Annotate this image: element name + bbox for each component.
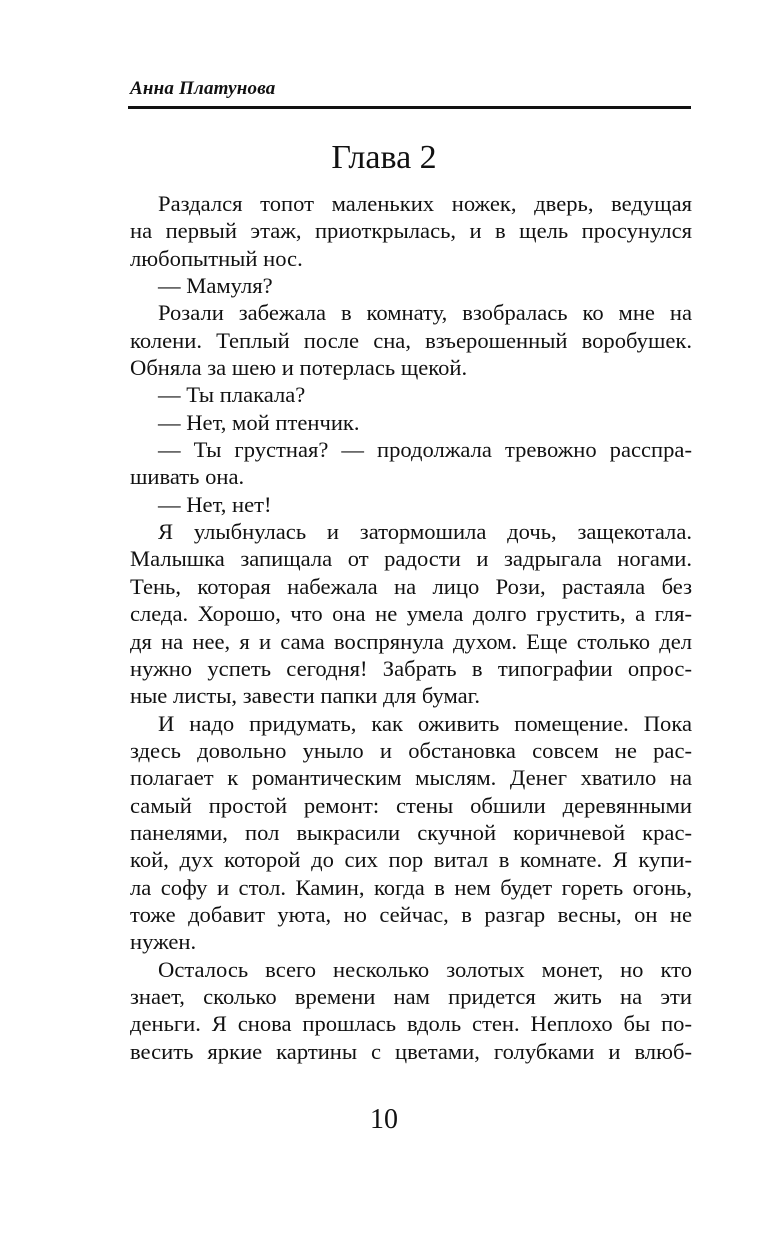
text-line: Обняла за шею и потерлась щекой. <box>130 355 468 381</box>
text-line: следа. Хорошо, что она не умела долго грустить, а гля- <box>130 601 692 627</box>
text-line: Я улыбнулась и затормошила дочь, защекотала. <box>158 519 692 545</box>
text-line: нужен. <box>130 929 197 955</box>
text-line: полагает к романтическим мыслям. Денег хватило на <box>130 765 692 791</box>
text-line: деньги. Я снова прошлась вдоль стен. Неплохо бы по- <box>130 1011 692 1037</box>
dialogue-line: — Мамуля? <box>158 273 273 299</box>
text-line: Осталось всего несколько золотых монет, но кто <box>158 956 692 982</box>
dialogue-line: — Ты плакала? <box>158 382 306 408</box>
header-rule <box>128 106 691 109</box>
text-line: Розали забежала в комнату, взобралась ко мне на <box>158 300 692 326</box>
text-line: Раздался топот маленьких ножек, дверь, ведущая <box>158 191 692 216</box>
text-line: Тень, которая набежала на лицо Рози, растаяла без <box>130 573 692 599</box>
text-line: здесь довольно уныло и обстановка совсем не рас- <box>130 737 692 763</box>
text-line: тоже добавит уюта, но сейчас, в разгар весны, он не <box>130 901 692 927</box>
chapter-body <box>130 190 692 1065</box>
dialogue-line: шивать она. <box>130 464 245 490</box>
text-line: весить яркие картины с цветами, голубками и влюб- <box>130 1038 692 1064</box>
text-line: ные листы, завести папки для бумаг. <box>130 683 481 709</box>
running-header-author: Анна Платунова <box>130 78 276 99</box>
text-line: нужно успеть сегодня! Забрать в типографии опрос- <box>130 655 692 681</box>
dialogue-line: — Ты грустная? — продолжала тревожно расспра- <box>158 437 692 463</box>
text-line: Малышка запищала от радости и задрыгала ногами. <box>130 546 692 572</box>
text-line: ла софу и стол. Камин, когда в нем будет гореть огонь, <box>130 874 692 900</box>
text-line: панелями, пол выкрасили скучной коричневой крас- <box>130 819 692 845</box>
text-line: И надо придумать, как оживить помещение. Пока <box>158 710 692 736</box>
text-line: самый простой ремонт: стены обшили деревянными <box>130 792 692 818</box>
text-line: кой, дух которой до сих пор витал в комнате. Я купи- <box>130 847 692 873</box>
dialogue-line: — Нет, нет! <box>158 491 272 517</box>
text-line: любопытный нос. <box>130 245 303 271</box>
dialogue-line: — Нет, мой птенчик. <box>158 409 360 435</box>
page-number: 10 <box>370 1104 398 1135</box>
text-line: знает, сколько времени нам придется жить на эти <box>130 983 692 1009</box>
text-line: колени. Теплый после сна, взъерошенный воробушек. <box>130 327 692 353</box>
text-line: на первый этаж, приоткрылась, и в щель просунулся <box>130 218 692 244</box>
text-line: дя на нее, я и сама воспрянула духом. Еще столько дел <box>130 628 692 654</box>
chapter-title: Глава 2 <box>331 139 437 176</box>
